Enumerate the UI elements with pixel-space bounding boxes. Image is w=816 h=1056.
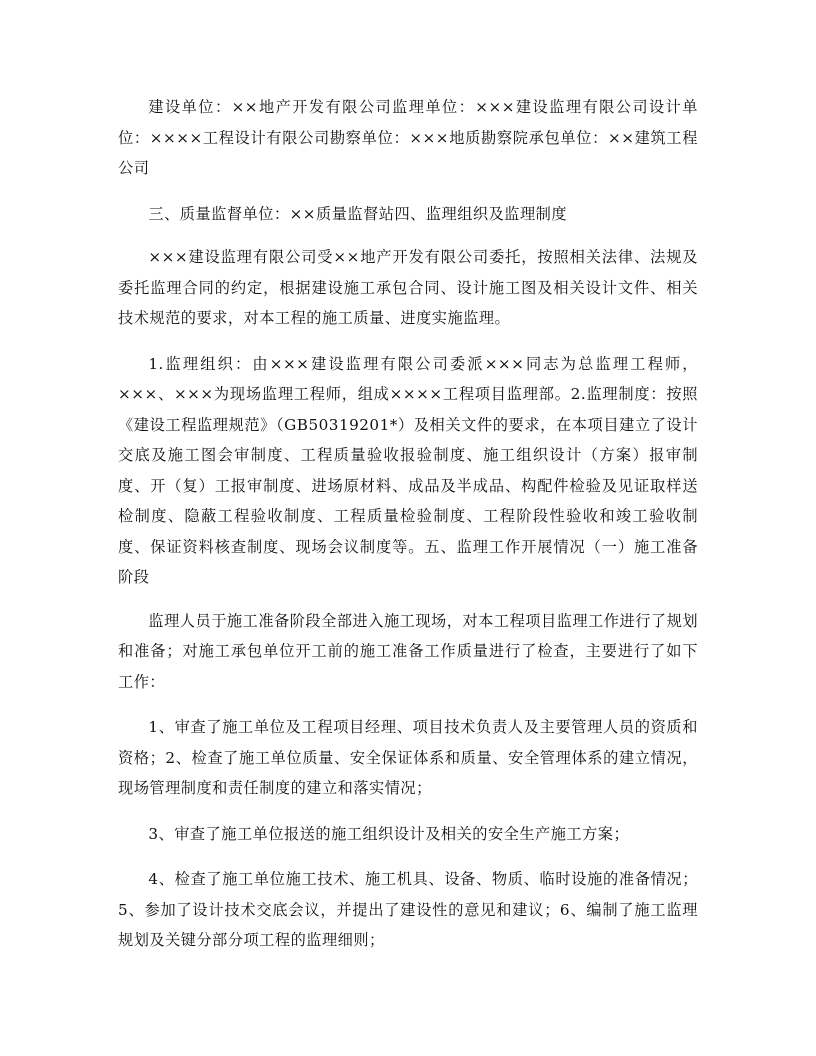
paragraph-construction-plan-review: 3、审查了施工单位报送的施工组织设计及相关的安全生产施工方案；: [148, 824, 630, 843]
paragraph-organization-and-system: 1.监理组织：由×××建设监理有限公司委派×××同志为总监理工程师，×××、×××为现场监理工程师，组成××××工程项目监理部。2.监理制度：按照《建设工程监理规范》（GB50319201*）及相关文件的要求，在本项目建立了设计交底及施工图会审制度、工程质量验收报验制度、施工组织设计（方案）报审制度、开（复）工报审制度、进场原材料、成品及半成品、构配件检验及见证取样送检制度、隐蔽工程验收制度、工程质量检验制度、工程阶段性验收和竣工验收制度、保证资料核查制度、现场会议制度等。五、监理工作开展情况（一）施工准备阶段: [118, 354, 698, 586]
paragraph-entrustment: ×××建设监理有限公司受××地产开发有限公司委托，按照相关法律、法规及委托监理合同的约定，根据建设施工承包合同、设计施工图及相关设计文件、相关技术规范的要求，对本工程的施工质量、进度实施监理。: [118, 248, 698, 327]
paragraph-qualification-review: 1、审查了施工单位及工程项目经理、项目技术负责人及主要管理人员的资质和资格；2、检查了施工单位质量、安全保证体系和质量、安全管理体系的建立情况，现场管理制度和责任制度的建立和落实情况；: [118, 718, 698, 797]
document-body: [118, 92, 698, 956]
paragraph-supervision-org-heading: 三、质量监督单位：××质量监督站四、监理组织及监理制度: [148, 204, 568, 223]
paragraph-preparation-checks: 4、检查了施工单位施工技术、施工机具、设备、物质、临时设施的准备情况；5、参加了设计技术交底会议，并提出了建设性的意见和建议；6、编制了施工监理规划及关键分部分项工程的监理细则；: [118, 870, 698, 949]
paragraph-units: 建设单位：××地产开发有限公司监理单位：×××建设监理有限公司设计单位：××××工程设计有限公司勘察单位：×××地质勘察院承包单位：××建筑工程公司: [118, 98, 698, 177]
paragraph-preparation-stage: 监理人员于施工准备阶段全部进入施工现场，对本工程项目监理工作进行了规划和准备；对施工承包单位开工前的施工准备工作质量进行了检查，主要进行了如下工作：: [118, 611, 698, 691]
